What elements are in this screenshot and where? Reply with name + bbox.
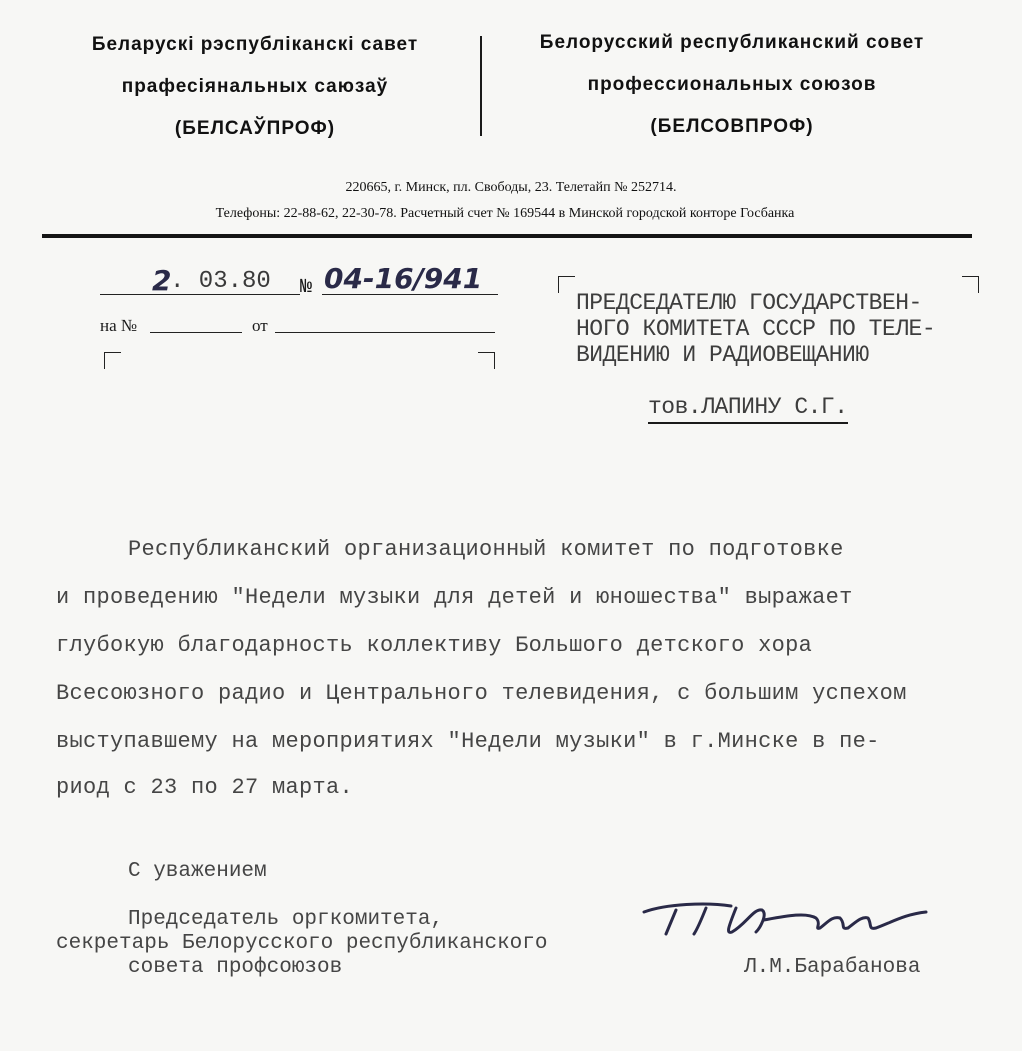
date-typed: . 03.80	[170, 268, 271, 295]
handwritten-signature	[636, 898, 946, 948]
addressee-line1: ПРЕДСЕДАТЕЛЮ ГОСУДАРСТВЕН-	[576, 290, 922, 316]
letterhead-ru-abbrev: (БЕЛСОВПРОФ)	[650, 116, 814, 137]
addressee-block	[576, 290, 935, 368]
addressee-name: тов.ЛАПИНУ С.Г.	[648, 394, 848, 424]
date-day-handwritten: 2	[152, 264, 172, 297]
reply-to-label: на №	[100, 316, 138, 335]
corner-mark	[558, 276, 575, 293]
letterhead-belarusian	[40, 24, 470, 150]
corner-mark	[962, 276, 979, 293]
reply-to-field	[150, 314, 242, 333]
signer-position-line1: Председатель оргкомитета,	[128, 908, 444, 931]
from-label: от	[252, 316, 268, 335]
body-line: выступавшему на мероприятиях "Недели музыки" в г.Минске в пе-	[56, 729, 880, 754]
corner-mark	[104, 352, 121, 369]
number-field	[322, 262, 498, 295]
letterhead-ru-line1: Белорусский республиканский совет	[539, 32, 925, 53]
number-label: №	[300, 276, 313, 299]
body-line: глубокую благодарность коллективу Большого детского хора	[56, 633, 813, 658]
letterhead-ru-line2: профессиональных союзов	[587, 74, 877, 95]
body-line: Республиканский организационный комитет по подготовке	[128, 537, 844, 562]
date-field	[100, 264, 300, 297]
letterhead-be-line1: Беларускі рэспубліканскі савет	[91, 34, 419, 55]
letterhead-be-line2: прафесіянальных саюзаў	[121, 76, 389, 97]
letterhead-divider	[480, 36, 482, 136]
letterhead-be-abbrev: (БЕЛСАЎПРОФ)	[174, 118, 336, 139]
addressee-line3: ВИДЕНИЮ И РАДИОВЕЩАНИЮ	[576, 342, 869, 368]
from-field	[275, 314, 495, 333]
number-handwritten: 04-16/941	[324, 262, 483, 295]
salutation: С уважением	[128, 860, 267, 883]
address-line: 220665, г. Минск, пл. Свободы, 23. Телетайп № 252714.	[345, 180, 677, 195]
header-rule	[42, 234, 972, 238]
addressee-line2: НОГО КОМИТЕТА СССР ПО ТЕЛЕ-	[576, 316, 936, 342]
signer-name: Л.М.Барабанова	[744, 956, 921, 979]
body-line: и проведению "Недели музыки для детей и юношества" выражает	[56, 585, 853, 610]
body-line: риод с 23 по 27 марта.	[56, 775, 354, 800]
corner-mark	[478, 352, 495, 369]
letterhead-russian	[492, 22, 972, 148]
body-line: Всесоюзного радио и Центрального телевидения, с большим успехом	[56, 681, 907, 706]
signer-position-line3: совета профсоюзов	[128, 956, 343, 979]
signer-position-line2: секретарь Белорусского республиканского	[56, 932, 548, 955]
phones-line: Телефоны: 22-88-62, 22-30-78. Расчетный счет № 169544 в Минской городской конторе Госбанка	[215, 206, 795, 221]
